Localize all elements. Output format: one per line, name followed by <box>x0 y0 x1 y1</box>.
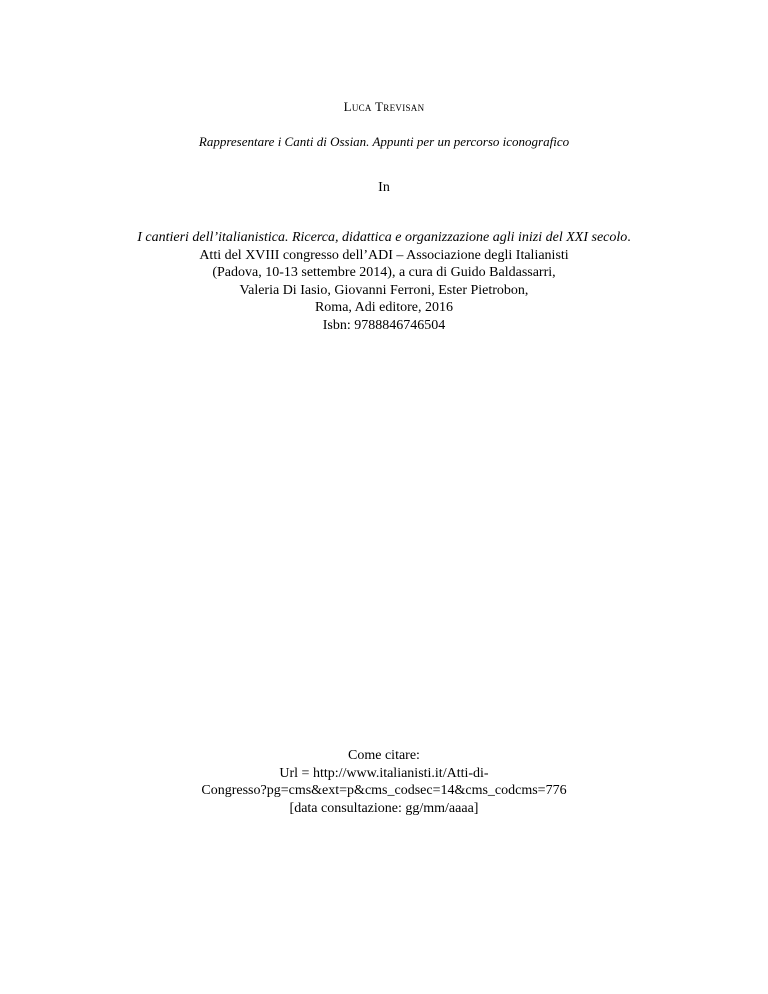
article-title: Rappresentare i Canti di Ossian. Appunti per un percorso iconografico <box>198 134 570 149</box>
citation-heading: Come citare: <box>348 748 420 763</box>
volume-title-line <box>0 229 768 247</box>
citation-date-note: [data consultazione: gg/mm/aaaa] <box>289 800 479 816</box>
volume-editors: Valeria Di Iasio, Giovanni Ferroni, Ester Pietrobon, <box>239 282 529 298</box>
volume-isbn: Isbn: 9788846746504 <box>322 317 446 333</box>
in-label: In <box>378 180 390 195</box>
citation-block <box>0 747 768 817</box>
volume-title-suffix: . <box>627 230 631 245</box>
volume-info <box>0 229 768 334</box>
author-name: Luca Trevisan <box>343 99 425 114</box>
volume-title: I cantieri dell’italianistica. Ricerca, didattica e organizzazione agli inizi del XXI secolo <box>137 230 628 245</box>
volume-proceedings: Atti del XVIII congresso dell’ADI – Associazione degli Italianisti <box>199 247 569 263</box>
citation-url-line-2: Congresso?pg=cms&ext=p&cms_codsec=14&cms_codcms=776 <box>201 783 567 798</box>
volume-publisher: Roma, Adi editore, 2016 <box>314 300 454 315</box>
citation-url-line-1: Url = http://www.italianisti.it/Atti-di- <box>279 765 489 781</box>
volume-place-editors: (Padova, 10-13 settembre 2014), a cura di Guido Baldassarri, <box>212 265 556 280</box>
